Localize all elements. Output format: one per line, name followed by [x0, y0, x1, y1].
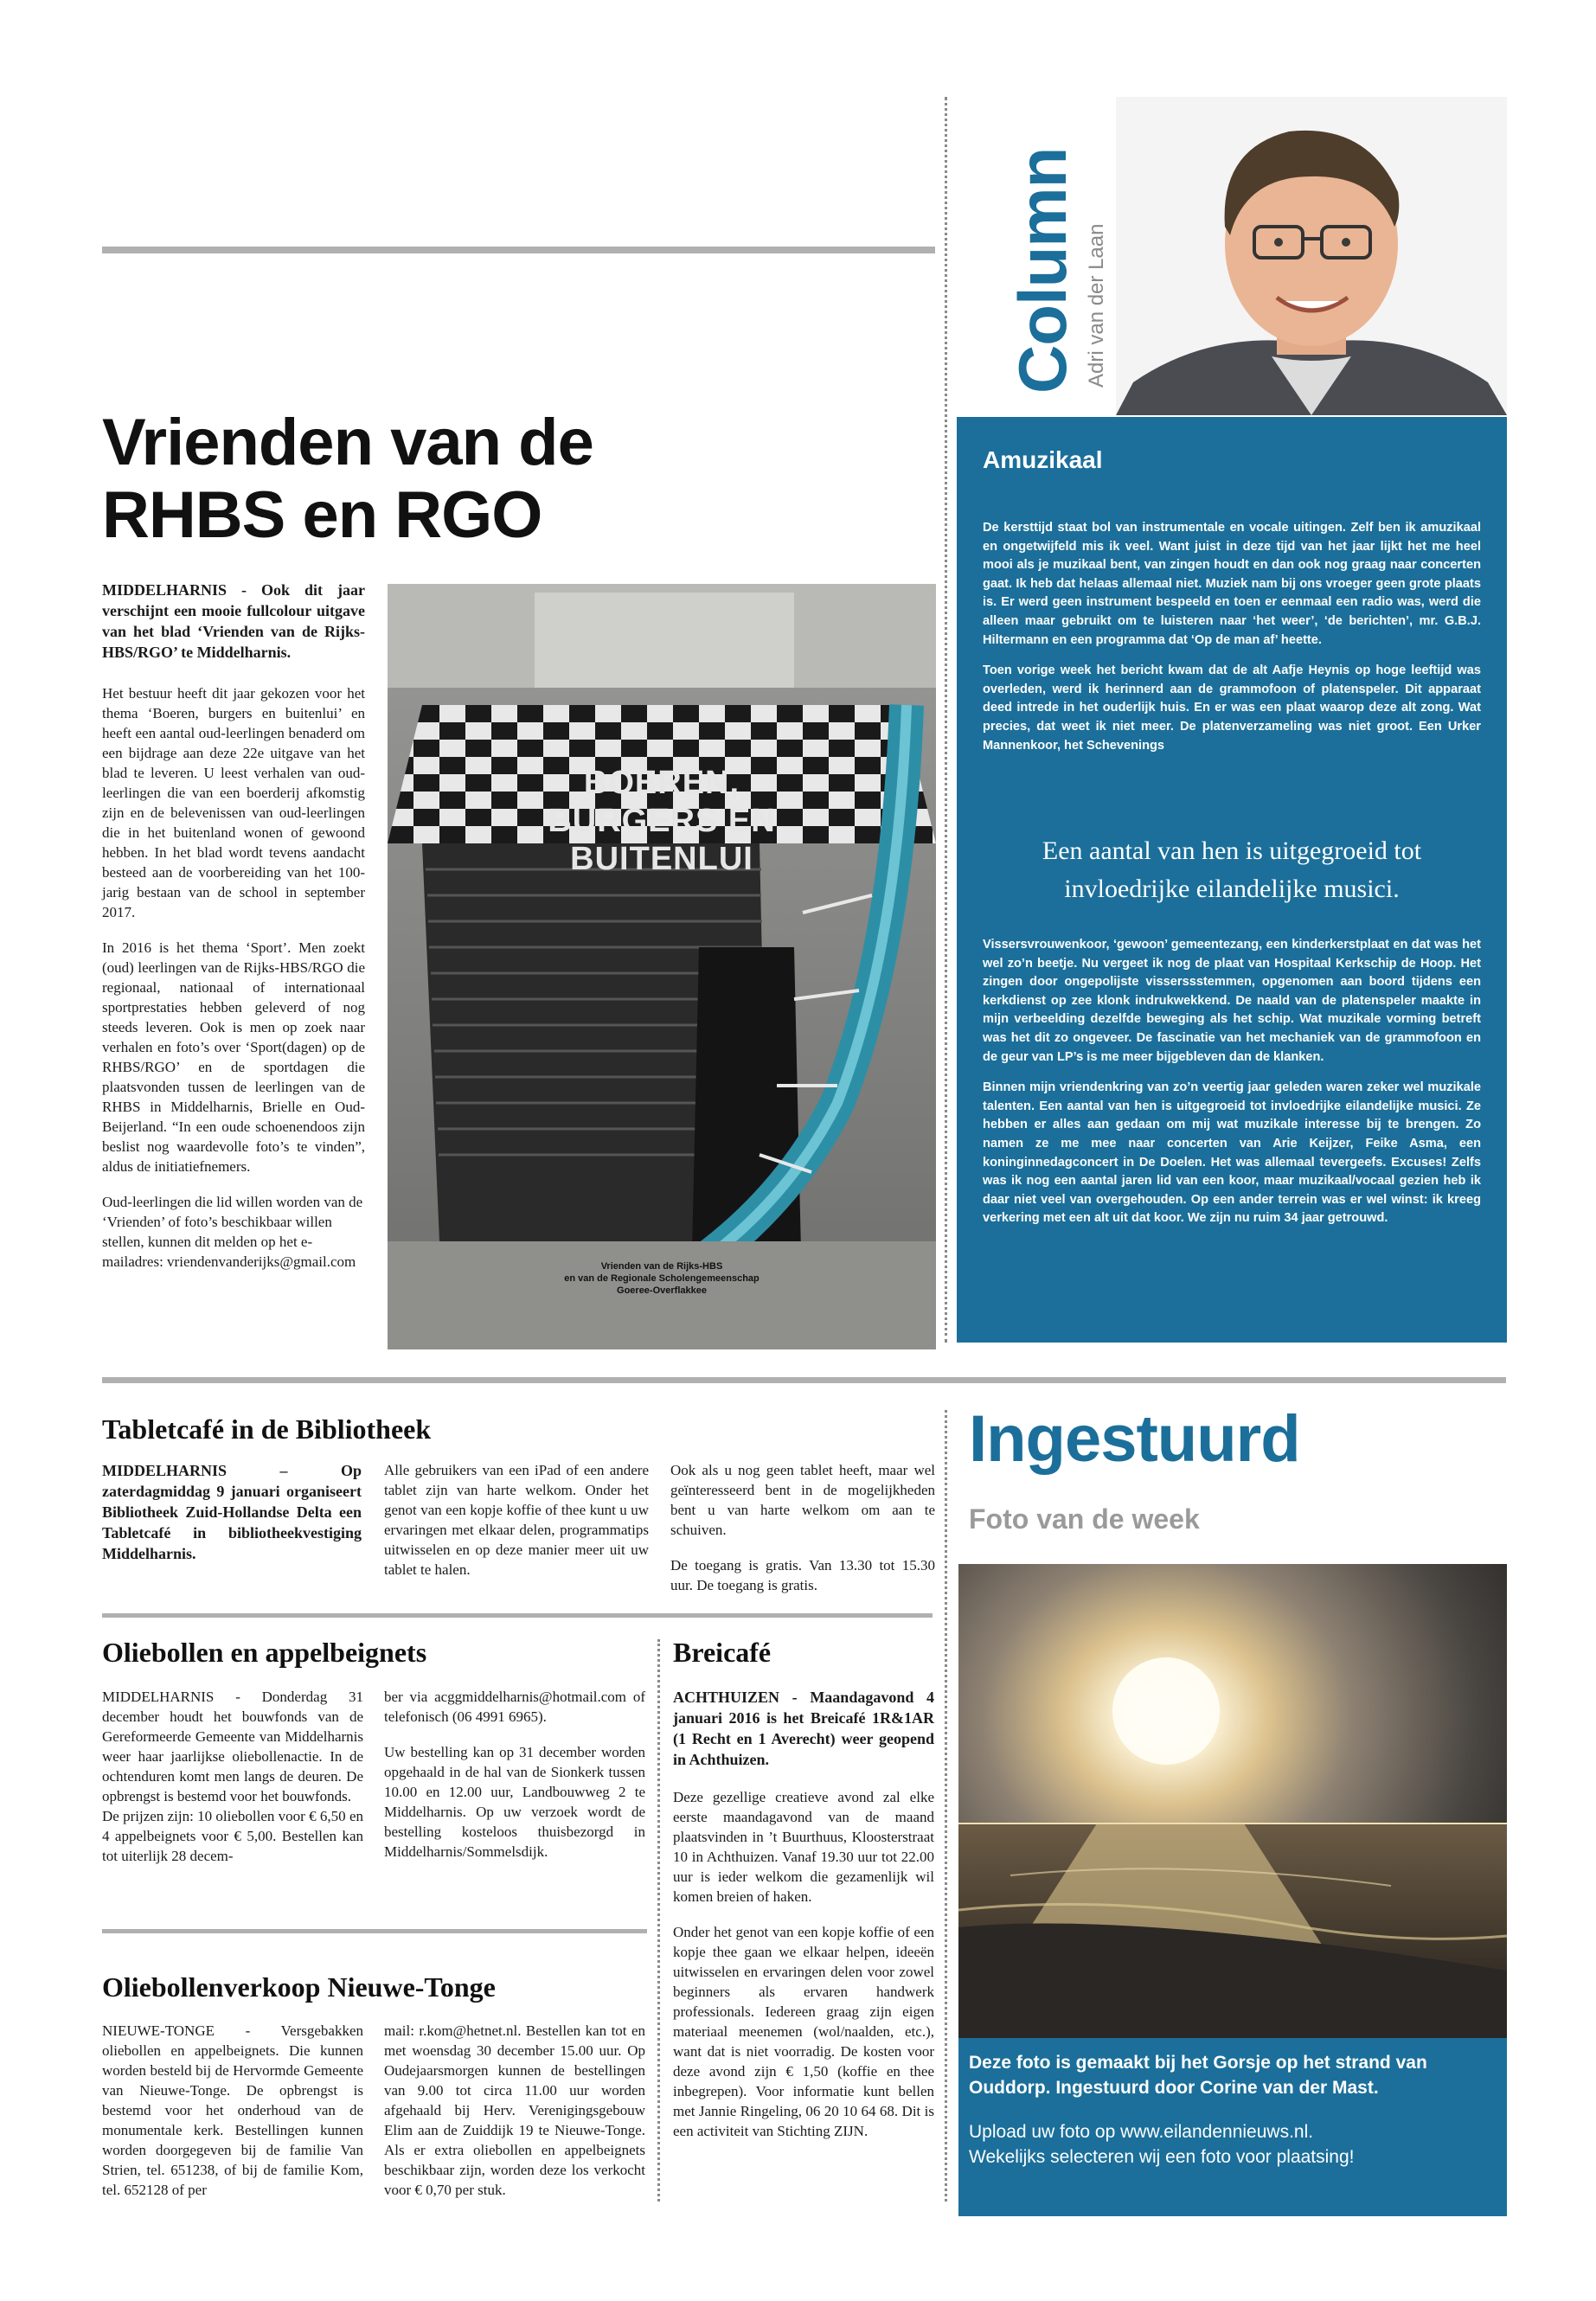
cover-caption-line: Vrienden van de Rijks-HBS	[600, 1261, 723, 1272]
column-paragraph: Binnen mijn vriendenkring van zo’n veertig jaar geleden waren zeker wel muzikale talenten. Een aantal van hen is uitgegroeid tot invloedrijke eilandelijke musici. Ze hebben er alles aan gedaan om mij wat muzikale interesse bij te brengen. Zo namen ze me mee naar concerten van Arie Keijzer, Feike Asma, een koninginnedagconcert in De Doelen. Het was allemaal tevergeefs. Excuses! Zelfs was ik nog een aantal jaren lid van een koor, maar muzikaal/vocaal gezien heb ik daar niet veel van overgehouden. Op een ander terrein was er wel winst: ik kreeg verkering met een alt uit dat koor. We zijn nu ruim 34 jaar getrouwd.	[983, 1080, 1481, 1226]
verkoop-col2: mail: r.kom@hetnet.nl. Bestellen kan tot en met woensdag 30 december 15.00 uur. Op Oudejaarsmorgen kunnen de bestellingen van 9.00 tot circa 11.00 uur worden afgehaald bij Herv. Verenigingsgebouw Elim aan de Zuiddijk 19 te Nieuwe-Tonge. Als er extra oliebollen en appelbeignets beschikbaar zijn, worden deze los verkocht voor € 0,70 per stuk.	[384, 2022, 645, 2198]
cover-caption-line: en van de Regionale Scholengemeenschap	[564, 1273, 760, 1284]
article-text	[102, 580, 365, 1287]
column-pullquote: Een aantal van hen is uitgegroeid tot invloedrijke eilandelijke musici.	[1042, 836, 1422, 903]
column-divider-top	[945, 97, 947, 1343]
verkoop-col1: NIEUWE-TONGE - Versgebakken oliebollen en appelbeignets. Die kunnen worden besteld bij de Hervormde Gemeente van Nieuwe-Tonge. De opbrengst is bestemd voor het onderhoud van de monumentale kerk. Bestellingen kunnen worden doorgegeven bij de familie Van Strien, tel. 651238, of bij de familie Kom, tel. 652128 of per	[102, 2022, 363, 2198]
column-paragraph: Vissersvrouwenkoor, ‘gewoon’ gemeentezang, een kinderkerstplaat en dat was het wel zo’n beetje. Nu vergeet ik nog de plaat van Hospitaal Kerkschip de Hoop. Het zingen door ongepolijste visserssstemmen, opgenomen aan boord tijdens een kerkdienst op zee klonk indrukwekkend. De naald van de platenspeler maakte in mijn verbeelding dezelfde beweging als het schip. Wat muzikale vorming betreft was het dit zo ongeveer. De fascinatie van het mechaniek van de grammofoon en de geur van LP’s is me meer bijgebleven dan de klanken.	[983, 938, 1481, 1064]
article-headline	[102, 407, 593, 552]
cover-title-line: BUITENLUI	[570, 841, 753, 877]
photo-caption: Deze foto is gemaakt bij het Gorsje op het strand van Ouddorp. Ingestuurd door Corine van der Mast.	[969, 2053, 1427, 2098]
upload-link-text[interactable]: Upload uw foto op www.eilandennieuws.nl.	[969, 2122, 1314, 2142]
verkoop-title: Oliebollenverkoop Nieuwe-Tonge	[102, 1971, 496, 2003]
breicafe-text	[673, 1687, 934, 2157]
oliebollen-paragraph: Uw bestelling kan op 31 december worden opgehaald in de hal van de Sionkerk tussen 10.00 en 12.00 uur, Landbouwweg 2 te Middelharnis. Op uw verzoek wordt de bestelling kosteloos thuisbezorgd in Middelharnis/Sommelsdijk.	[384, 1744, 645, 1860]
tablet-col2: Alle gebruikers van een iPad of een andere tablet zijn van harte welkom. Onder het genot van een kopje koffie of thee kunt u uw ervaringen met elkaar delen, programmatips uitwisselen en op deze manier meer uit uw tablet te halen.	[384, 1462, 649, 1578]
column-divider-bottom	[945, 1410, 947, 2202]
oliebollen-paragraph: De prijzen zijn: 10 oliebollen voor € 6,50 en 4 appelbeignets voor € 5,00. Bestellen kan tot uiterlijk 28 decem-	[102, 1808, 363, 1864]
middle-rule	[102, 1377, 1506, 1383]
column-label: Column	[1004, 147, 1080, 394]
tablet-title: Tabletcafé in de Bibliotheek	[102, 1413, 432, 1445]
article-paragraph: Oud-leerlingen die lid willen worden van de ‘Vrienden’ of foto’s beschikbaar willen stellen, kunnen dit melden op het e-mailadres: vriendenvanderijks@gmail.com	[102, 1194, 363, 1270]
cover-title	[388, 764, 936, 878]
column-paragraph: De kersttijd staat bol van instrumentale en vocale uitingen. Zelf ben ik amuzikaal en ongetwijfeld mis ik veel. Want juist in deze tijd van het jaar lijkt het me heel mooi als je muzikaal bent, van zingen houdt en dan ook nog graag naar concerten gaat. Ik heb dat helaas allemaal niet. Muziek nam bij ons vroeger geen grote plaats is. Er werd geen instrument bespeeld en toen er eenmaal een radio was, werd die alleen maar gebruikt om te luisteren naar ‘het weer’, ‘de berichten’, mr. G.B.J. Hiltermann en een programma dat ‘Op de man af’ heette.	[983, 521, 1481, 647]
tablet-lead: MIDDELHARNIS – Op zaterdagmiddag 9 januari organiseert Bibliotheek Zuid-Hollandse Delta een Tabletcafé in bibliotheekvestiging Middelharnis.	[102, 1462, 362, 1562]
upload-note	[969, 2119, 1497, 2170]
breicafe-paragraph: Deze gezellige creatieve avond zal elke eerste maandagavond van de maand plaatsvinden in ’t Buurthuus, Kloosterstraat 10 in Achthuizen. Vanaf 19.30 uur tot 22.00 uur is ieder welkom die gezamenlijk wil komen breien of haken.	[673, 1789, 934, 1905]
breicafe-paragraph: Onder het genot van een kopje koffie of een kopje thee gaan we elkaar helpen, ideeën uitwisselen en ervaringen delen voor zowel beginners als ervaren handwerk professionals. Iedereen graag zijn eigen materiaal meenemen (wol/naalden, etc.), want dat is niet voorradig. De kosten voor deze avond zijn € 1,50 (koffie en thee inbegrepen). Voor informatie kunt bellen met Jannie Ringeling, 06 20 10 64 68. Dit is een activiteit van Stichting ZIJN.	[673, 1924, 934, 2139]
column-paragraph: Toen vorige week het bericht kwam dat de alt Aafje Heynis op hoge leeftijd was overleden, werd ik herinnerd aan de grammofoon of platenspeler. Dit apparaat deed intrede in het ouderlijk huis. En er was een plaat waarop deze alt zong. Wat precies, dat weet ik niet meer. De platenverzameling was niet groot. Een Urker Mannenkoor, het Schevenings	[983, 663, 1481, 753]
column-author: Adri van der Laan	[1085, 223, 1108, 388]
breicafe-lead: ACHTHUIZEN - Maandagavond 4 januari 2016 is het Breicafé 1R&1AR (1 Recht en 1 Averecht) weer geopend in Achthuizen.	[673, 1689, 934, 1768]
article-paragraph: Het bestuur heeft dit jaar gekozen voor het thema ‘Boeren, burgers en buitenlui’ en heeft een aantal oud-leerlingen benaderd om een bijdrage aan deze 22e uitgave van het blad te leveren. U leest verhalen van oud-leerlingen die van een boerderij afkomstig zijn en de belevenissen van oud-leerlingen die in het buitenland wonen of gewoond hebben. In het blad wordt tevens aandacht besteed aan de voorbereiding van het 100-jarig bestaan van de school in september 2017.	[102, 685, 365, 920]
oliebollen-col1	[102, 1687, 363, 1881]
column-text-a	[983, 519, 1481, 767]
sunset-photo	[958, 1564, 1507, 2038]
rule-verkoop	[102, 1929, 647, 1933]
oliebollen-paragraph: MIDDELHARNIS - Donderdag 31 december houdt het bouwfonds van de Gereformeerde Gemeente van Middelharnis weer haar jaarlijkse oliebollenactie. In de ochtenduren komt men langs de deuren. De opbrengst is bestemd voor het bouwfonds.	[102, 1689, 363, 1804]
top-rule	[102, 247, 935, 253]
stairwell-illustration	[388, 584, 936, 1349]
column-text-b	[983, 936, 1481, 1240]
ingestuurd-title: Ingestuurd	[969, 1402, 1300, 1476]
cover-title-line: BOEREN,	[583, 765, 740, 801]
upload-note-text: Wekelijks selecteren wij een foto voor plaatsing!	[969, 2147, 1355, 2167]
photo-of-the-week	[958, 1564, 1507, 2038]
cover-caption-line: Goeree-Overflakkee	[617, 1285, 707, 1296]
headline-line-2: RHBS en RGO	[102, 478, 542, 552]
oliebollen-title: Oliebollen en appelbeignets	[102, 1637, 427, 1668]
tablet-paragraph: De toegang is gratis. Van 13.30 tot 15.30 uur. De toegang is gratis.	[670, 1557, 935, 1593]
column-box	[957, 417, 1507, 1343]
column-title: Amuzikaal	[983, 446, 1103, 473]
breicafe-divider	[657, 1639, 660, 2202]
headline-line-1: Vrienden van de	[102, 406, 593, 479]
tablet-paragraph: Ook als u nog geen tablet heeft, maar wel geïnteresseerd bent in de mogelijkheden bent u van harte welkom om aan te schuiven.	[670, 1462, 935, 1538]
article-lead: MIDDELHARNIS - Ook dit jaar verschijnt een mooie fullcolour uitgave van het blad ‘Vrienden van de Rijks-HBS/RGO’ te Middelharnis.	[102, 581, 365, 661]
magazine-cover-image	[388, 584, 936, 1349]
rule-oliebollen	[102, 1613, 933, 1618]
ingestuurd-subtitle: Foto van de week	[969, 1503, 1200, 1535]
cover-caption	[388, 1260, 936, 1297]
article-paragraph: In 2016 is het thema ‘Sport’. Men zoekt (oud) leerlingen van de Rijks-HBS/RGO die regionaal, nationaal of internationaal sportprestaties hebben geleverd of nog steeds leveren. Ook is men op zoek naar verhalen en foto’s over ‘Sport(dagen) op de RHBS/RGO’ en de sportdagen die plaatsvonden tussen de leerlingen van de RHBS in Middelharnis, Brielle en Oud-Beijerland. “In een oude schoenendoos zijn beslist nog waardevolle foto’s te vinden”, aldus de initiatiefnemers.	[102, 939, 365, 1175]
oliebollen-paragraph: ber via acggmiddelharnis@hotmail.com of telefonisch (06 4991 6965).	[384, 1689, 645, 1725]
oliebollen-col2	[384, 1687, 645, 1877]
breicafe-title: Breicafé	[673, 1637, 772, 1668]
author-portrait	[1116, 97, 1507, 415]
cover-title-line: BURGERS EN	[548, 803, 776, 839]
photo-caption-box	[958, 2038, 1507, 2216]
tablet-col3	[670, 1460, 935, 1611]
